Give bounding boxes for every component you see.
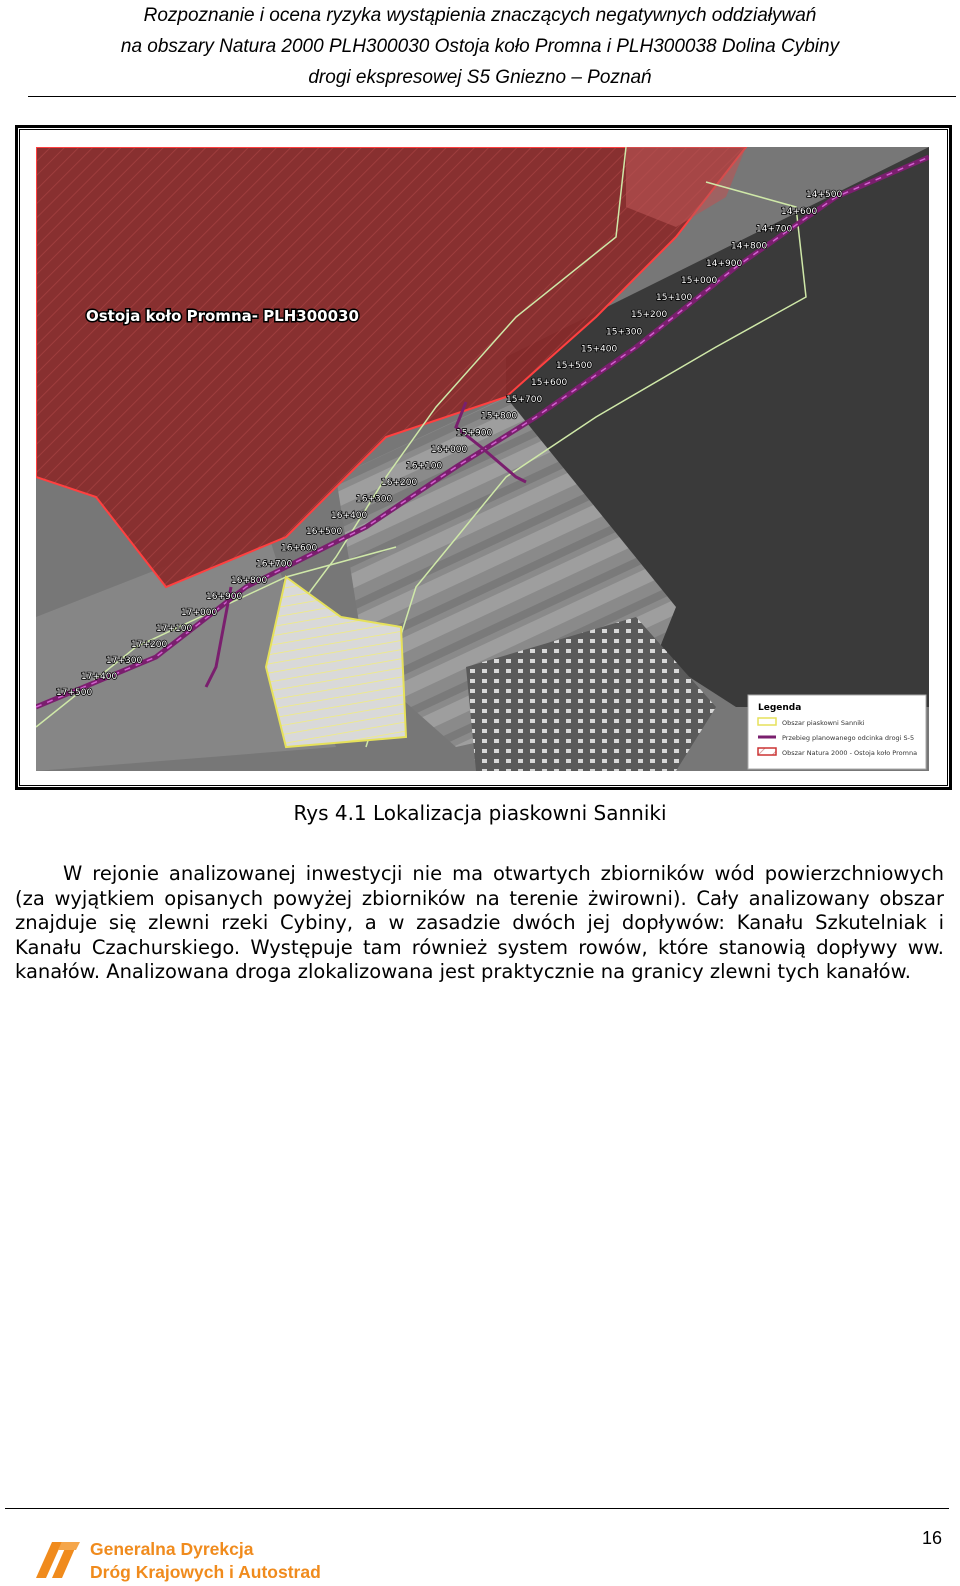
chainage-label: 15+500 (556, 361, 593, 372)
chainage-label: 16+300 (356, 494, 393, 505)
legend-title: Legenda (758, 703, 802, 713)
figure-caption: Rys 4.1 Lokalizacja piaskowni Sanniki (293, 801, 667, 825)
page-number: 16 (921, 1528, 942, 1548)
chainage-label: 16+100 (406, 461, 443, 472)
logo-line-1: Generalna Dyrekcja (90, 1539, 254, 1559)
chainage-label: 16+500 (306, 527, 343, 538)
chainage-label: 16+600 (281, 543, 318, 554)
chainage-label: 14+900 (706, 258, 743, 269)
chainage-label: 16+400 (331, 510, 368, 521)
chainage-label: 15+400 (581, 344, 618, 355)
gddkia-logo-mark-icon (32, 1536, 84, 1582)
page-header (0, 0, 960, 93)
chainage-label: 14+700 (756, 224, 793, 235)
chainage-label: 14+500 (806, 190, 843, 200)
aerial-map (36, 147, 929, 771)
chainage-label: 14+800 (731, 241, 768, 252)
chainage-label: 15+000 (681, 276, 718, 286)
gddkia-logo-text (90, 1538, 321, 1584)
chainage-label: 17+000 (181, 608, 218, 618)
chainage-label: 17+400 (81, 672, 118, 682)
footer-divider (5, 1508, 949, 1509)
chainage-label: 15+300 (606, 327, 643, 338)
chainage-label: 16+000 (431, 445, 468, 455)
body-paragraph: W rejonie analizowanej inwestycji nie ma otwartych zbiorników wód powierzchniowych (za wyjątkiem opisanych powyżej zbiorników na terenie żwirowni). Cały analizowany obszar znajduje się zlewni rzeki Cybiny, a w zasadzie dwóch jej dopływów: Kanału Szkutelniak i Kanału Czachurskiego. Występuje tam również system rowów, które stanowią dopływy ww. kanałów. Analizowana droga zlokalizowana jest praktycznie na granicy zlewni tych kanałów. (15, 862, 944, 983)
body-paragraph-container (15, 862, 944, 985)
chainage-label: 15+200 (631, 310, 668, 321)
chainage-label: 17+300 (106, 656, 143, 666)
chainage-label: 17+200 (131, 640, 168, 651)
chainage-label: 15+800 (481, 411, 518, 422)
header-line-1: Rozpoznanie i ocena ryzyka wystąpienia znaczących negatywnych oddziaływań (143, 5, 817, 26)
map-svg (36, 147, 929, 771)
chainage-label: 15+700 (506, 394, 543, 405)
chainage-label: 17+100 (156, 624, 193, 634)
legend-item-road: Przebieg planowanego odcinka drogi S-5 (782, 734, 915, 742)
chainage-label: 15+600 (531, 378, 568, 389)
area-label: Ostoja koło Promna- PLH300030 (86, 307, 359, 325)
chainage-label: 16+200 (381, 478, 418, 489)
header-divider (28, 96, 956, 97)
chainage-label: 15+900 (456, 428, 493, 439)
legend-item-sandpit: Obszar piaskowni Sanniki (782, 719, 865, 727)
chainage-label: 16+700 (256, 559, 293, 570)
chainage-label: 16+800 (231, 575, 268, 586)
chainage-label: 15+100 (656, 293, 693, 304)
logo-line-2: Dróg Krajowych i Autostrad (90, 1562, 321, 1582)
chainage-label: 14+600 (781, 207, 818, 218)
legend-item-natura: Obszar Natura 2000 - Ostoja koło Promna (782, 749, 918, 757)
figure-frame (15, 125, 952, 790)
header-line-3: drogi ekspresowej S5 Gniezno – Poznań (308, 67, 652, 88)
chainage-label: 17+500 (56, 688, 93, 698)
map-legend (748, 695, 926, 769)
header-line-2: na obszary Natura 2000 PLH300030 Ostoja koło Promna i PLH300038 Dolina Cybiny (120, 36, 840, 57)
chainage-label: 16+900 (206, 591, 243, 602)
gddkia-logo (32, 1536, 362, 1586)
